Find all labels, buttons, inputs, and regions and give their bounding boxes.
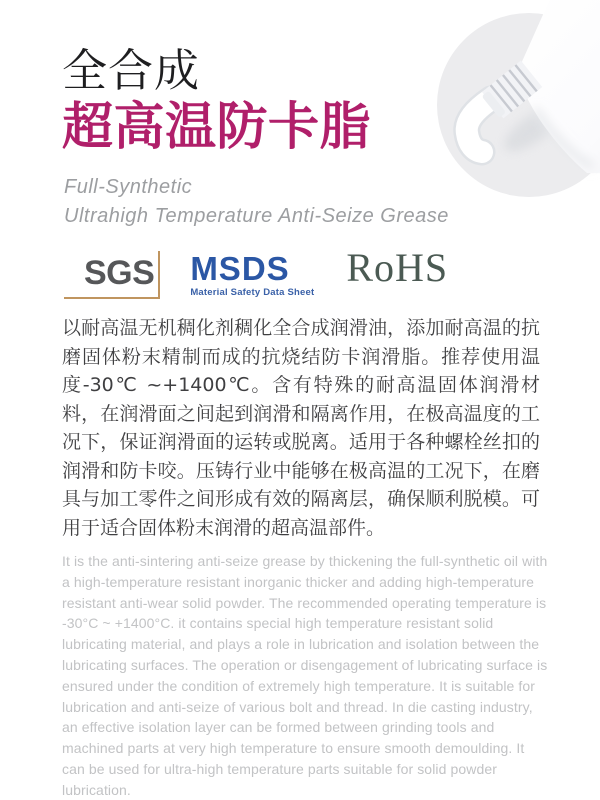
description-chinese: 以耐高温无机稠化剂稠化全合成润滑油，添加耐高温的抗磨固体粉末精制而成的抗烧结防卡润滑脂。推荐使用温度-30℃ ~+1400℃。含有特殊的耐高温固体润滑材料，在润滑面之间起到润滑和隔离作用，在极高温度的工况下，保证润滑面的运转或脱离。适用于各种螺栓丝扣的润滑和防卡咬。压铸行业中能够在极高温的工况下，在磨具与加工零件之间形成有效的隔离层，确保顺利脱模。可用于适合固体粉末润滑的超高温部件。 [62, 317, 540, 539]
product-photo [437, 13, 600, 197]
msds-logo-text: MSDS [190, 250, 290, 287]
msds-logo [190, 252, 314, 298]
certification-logos [62, 245, 449, 299]
rohs-logo: RoHS [346, 245, 449, 290]
grease-tube-image [437, 13, 600, 197]
title-cn-line1: 全合成 [62, 44, 201, 97]
description-english: It is the anti-sintering anti-seize grease by thickening the full-synthetic oil with a high-temperature resistant inorganic thicker and adding high-temperature resistant anti-wear solid powder. The recommended operating temperature is -30°C ~ +1400°C. it contains special high temperature resistant solid lubricating material, and plays a role in lubrication and isolation between the lubricating surfaces. The operation or disengagement of lubricating surface is ensured under the condition of extremely high temperature. It is suitable for lubrication and anti-seize of various bolt and thread. In die casting industry, an effective isolation layer can be formed between grinding tools and machined parts at very high temperature to ensure smooth demoulding. It can be used for ultra-high temperature parts suitable for solid powder lubrication. [62, 553, 548, 798]
page-title [62, 44, 372, 157]
title-cn-line2: 超高温防卡脂 [62, 98, 372, 157]
msds-logo-subtext: Material Safety Data Sheet [190, 287, 315, 298]
sgs-logo [64, 252, 160, 299]
subtitle-en-line1: Full-Synthetic [64, 176, 193, 198]
sgs-logo-text: SGS [84, 254, 155, 292]
subtitle-en-line2: Ultrahigh Temperature Anti-Seize Grease [64, 205, 449, 227]
subtitle-en [64, 173, 449, 231]
